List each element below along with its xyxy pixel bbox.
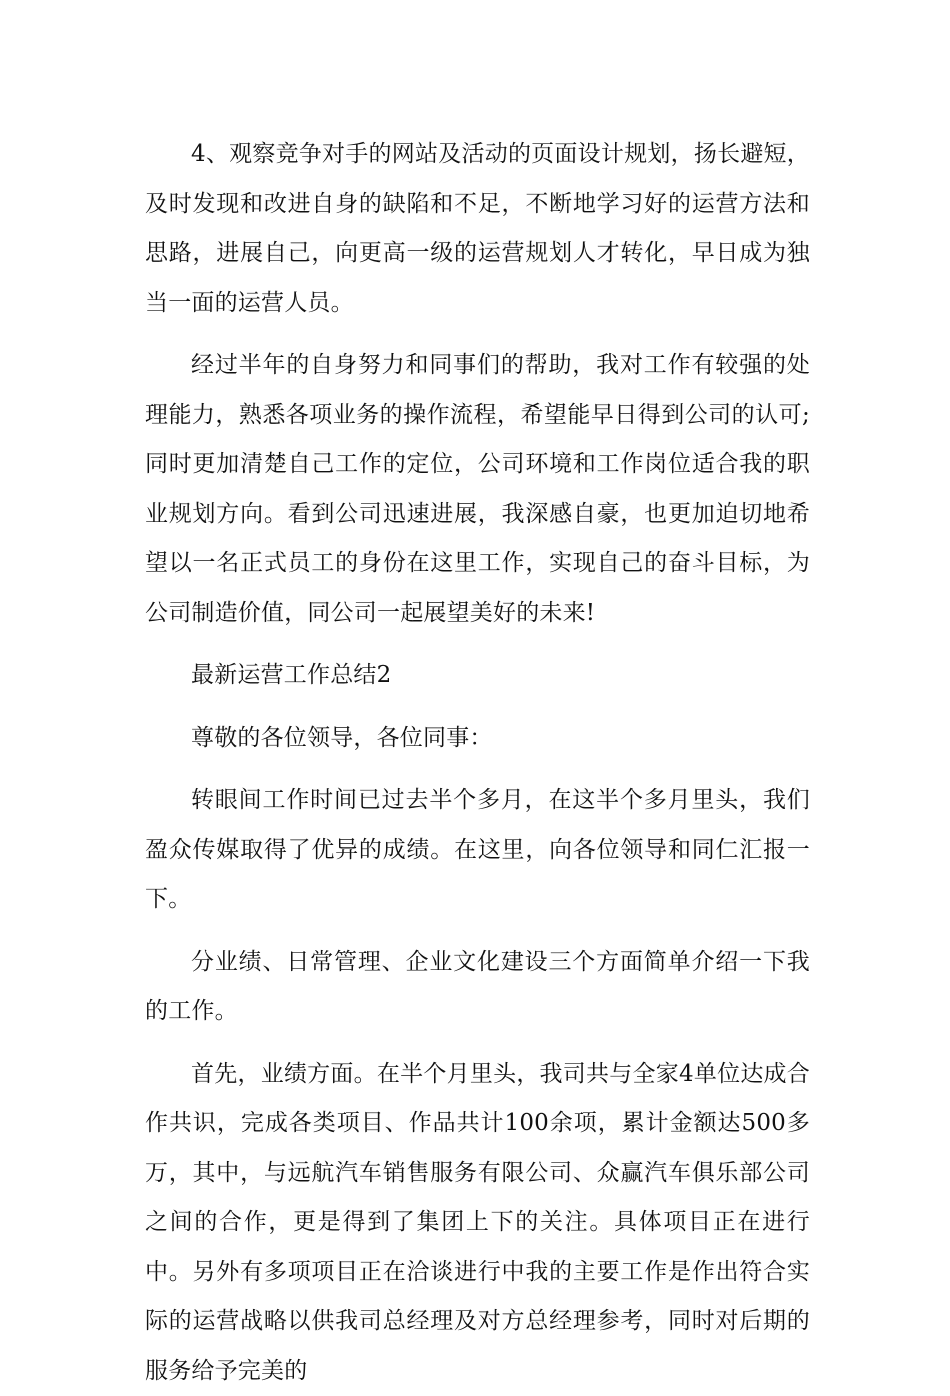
document-body <box>145 130 810 1396</box>
paragraph-competitor-analysis: 4、观察竞争对手的网站及活动的页面设计规划，扬长避短，及时发现和改进自身的缺陷和不足，不断地学习好的运营方法和思路，进展自己，向更高一级的运营规划人才转化，早日成为独当一面的运营人员。 <box>145 130 810 328</box>
paragraph-intro: 转眼间工作时间已过去半个多月，在这半个多月里头，我们盈众传媒取得了优异的成绩。在这里，向各位领导和同仁汇报一下。 <box>145 776 810 925</box>
paragraph-performance: 首先，业绩方面。在半个月里头，我司共与全家4单位达成合作共识，完成各类项目、作品共计100余项，累计金额达500多万，其中，与远航汽车销售服务有限公司、众赢汽车俱乐部公司之间的合作，更是得到了集团上下的关注。具体项目正在进行中。另外有多项项目正在洽谈进行中我的主要工作是作出符合实际的运营战略以供我司总经理及对方总经理参考，同时对后期的服务给予完美的 <box>145 1050 810 1396</box>
paragraph-half-year-summary: 经过半年的自身努力和同事们的帮助，我对工作有较强的处理能力，熟悉各项业务的操作流程，希望能早日得到公司的认可;同时更加清楚自己工作的定位，公司环境和工作岗位适合我的职业规划方向。看到公司迅速进展，我深感自豪，也更加迫切地希望以一名正式员工的身份在这里工作，实现自己的奋斗目标，为公司制造价值，同公司一起展望美好的未来! <box>145 341 810 638</box>
paragraph-outline: 分业绩、日常管理、企业文化建设三个方面简单介绍一下我的工作。 <box>145 938 810 1037</box>
section-heading: 最新运营工作总结2 <box>145 651 810 701</box>
salutation: 尊敬的各位领导，各位同事： <box>145 714 810 764</box>
